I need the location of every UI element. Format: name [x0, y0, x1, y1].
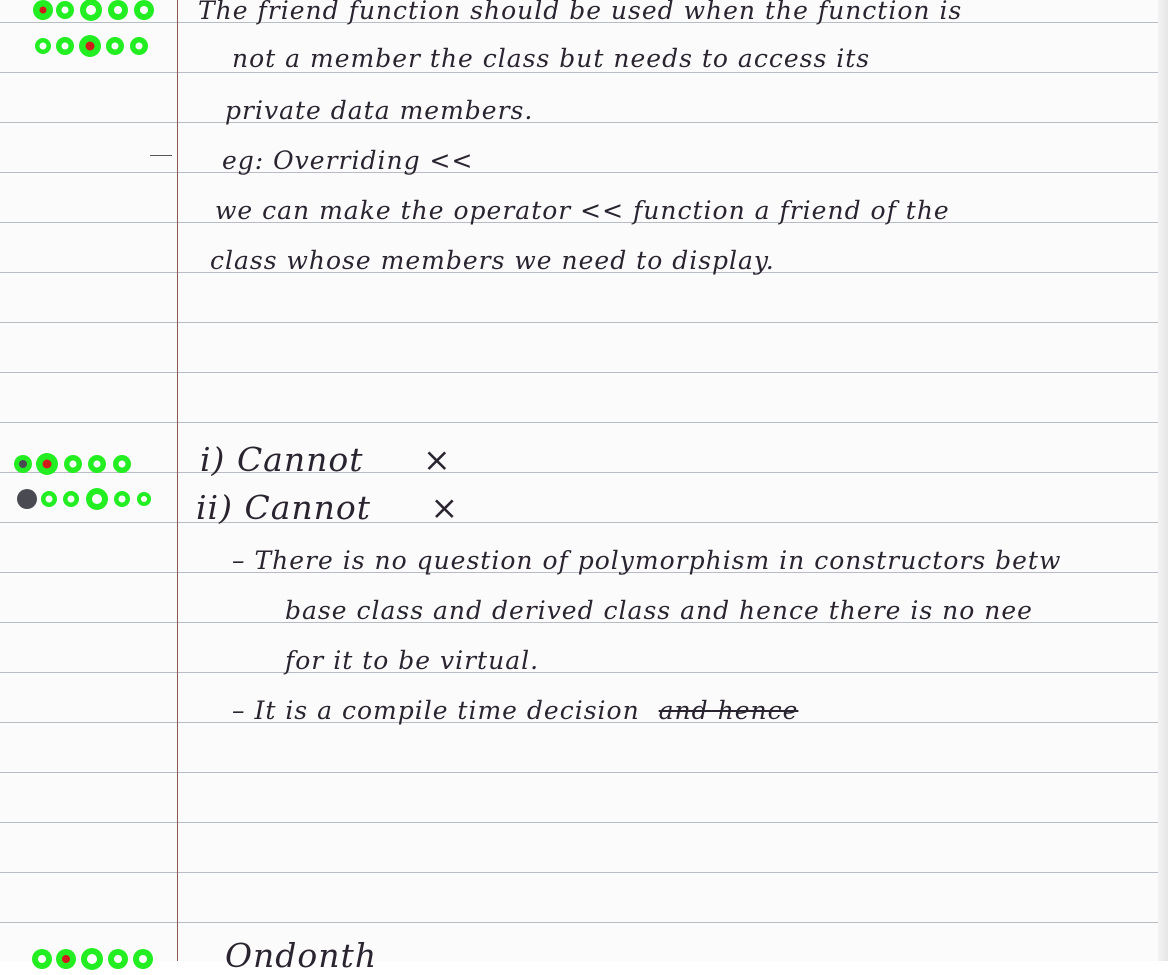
- answer-b-item-2-text: Cannot: [244, 488, 372, 527]
- annotation-dots: [33, 36, 163, 58]
- answer-b-point-1-end: for it to be virtual.: [285, 646, 540, 675]
- answer-b-point-1: – There is no question of polymorphism in constructors betw: [232, 546, 1062, 575]
- ruled-line: [0, 772, 1160, 773]
- ruled-line: [0, 472, 1160, 473]
- margin-tick-mark: [150, 155, 172, 156]
- answer-a-line-5: we can make the operator << function a friend of the: [215, 196, 950, 225]
- ruled-line: [0, 672, 1160, 673]
- answer-b-item-1: [200, 440, 452, 479]
- ruled-line: [0, 372, 1160, 373]
- ruled-line: [0, 172, 1160, 173]
- ruled-line: [0, 822, 1160, 823]
- annotation-dots: [13, 454, 143, 476]
- cross-mark: ×: [423, 440, 452, 479]
- answer-b-point-2: [232, 696, 798, 725]
- answer-b-item-2: [196, 488, 459, 527]
- margin-line: [177, 0, 178, 961]
- ruled-line: [0, 122, 1160, 123]
- answer-a-line-6: class whose members we need to display.: [210, 246, 775, 275]
- answer-a-line-1: The friend function should be used when the function is: [198, 0, 963, 25]
- ruled-line: [0, 322, 1160, 323]
- answer-a-line-4: eg: Overriding <<: [222, 146, 474, 175]
- answer-b-point-2-text: – It is a compile time decision: [232, 696, 640, 725]
- answer-b-point-1-cont: base class and derived class and hence there is no nee: [285, 596, 1033, 625]
- cross-mark: ×: [430, 488, 460, 527]
- answer-b-item-1-text: Cannot: [236, 440, 364, 479]
- answer-b-item-1-numeral: i): [200, 440, 226, 479]
- answer-b-item-2-numeral: ii): [196, 488, 233, 527]
- annotation-dots: [30, 945, 160, 967]
- answer-c-line: Ondonth: [225, 936, 378, 975]
- ruled-line: [0, 872, 1160, 873]
- annotation-dots: [16, 488, 166, 510]
- struck-text: and hence: [658, 696, 799, 725]
- annotation-dots: [30, 0, 160, 22]
- ruled-line: [0, 922, 1160, 923]
- answer-a-line-2: not a member the class but needs to access its: [232, 44, 871, 73]
- page-edge-shadow: [1158, 0, 1168, 961]
- answer-a-line-3: private data members.: [225, 96, 534, 125]
- ruled-line: [0, 522, 1160, 523]
- ruled-line: [0, 422, 1160, 423]
